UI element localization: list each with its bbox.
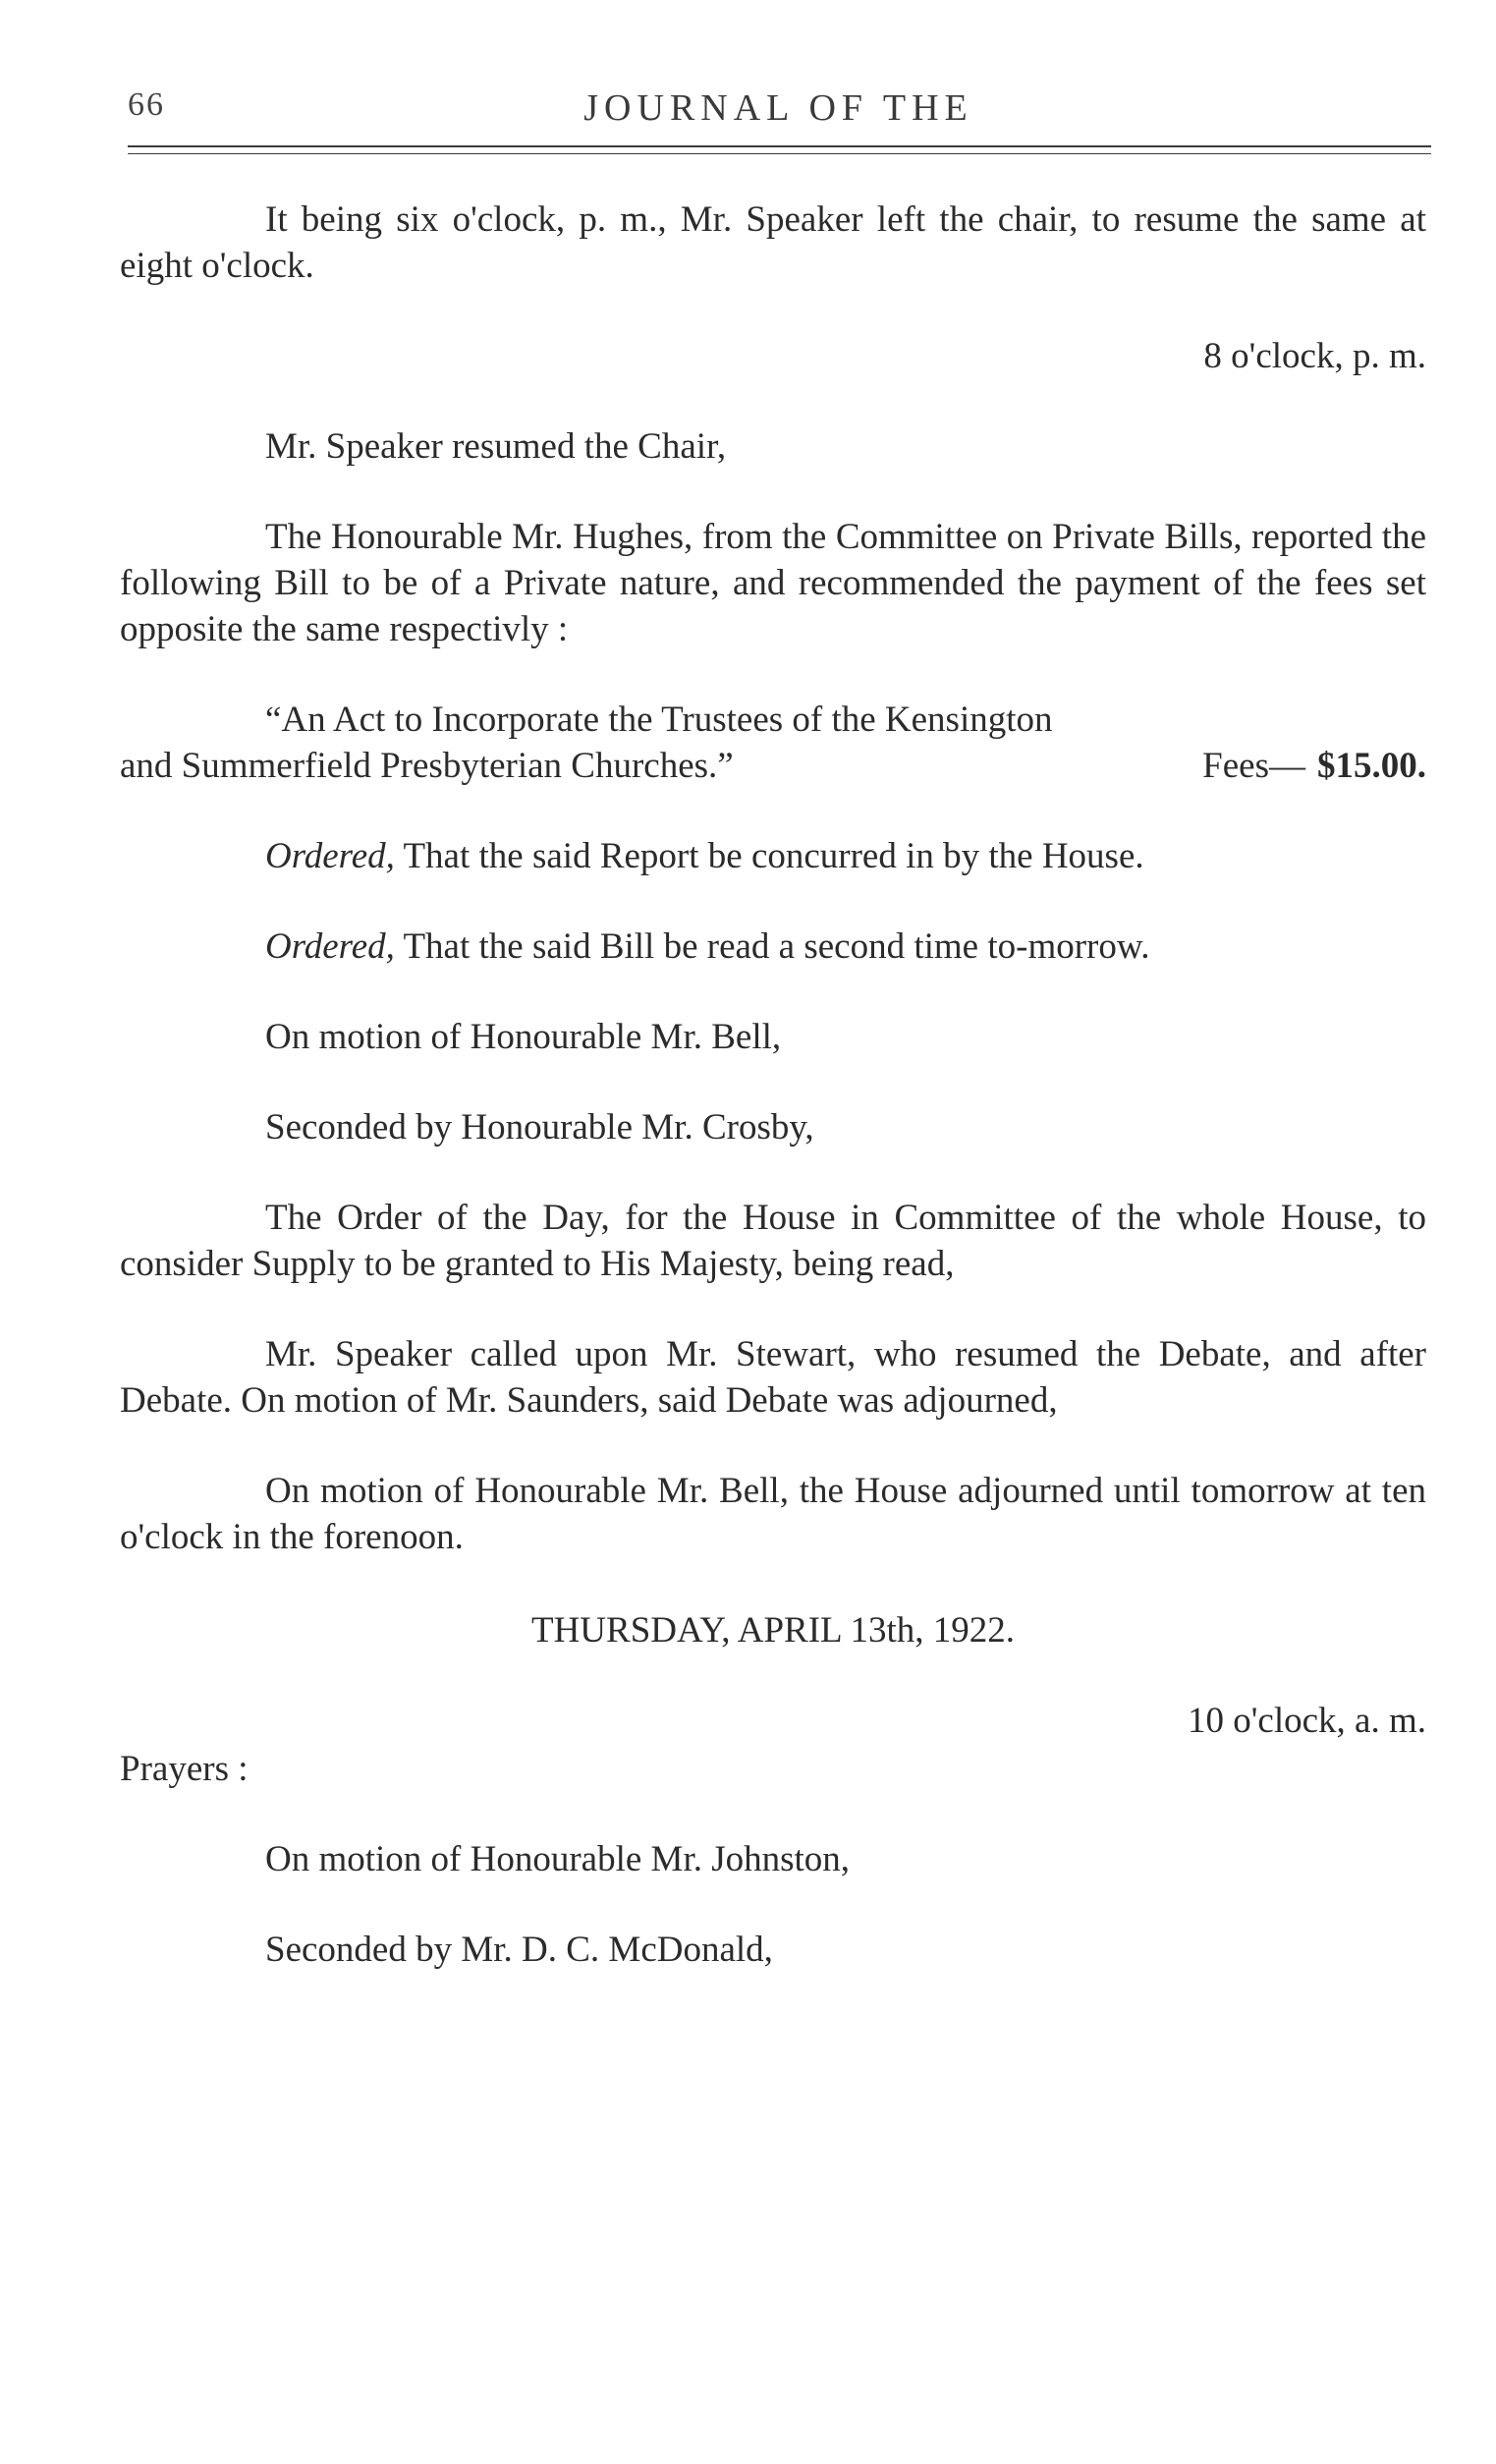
header-rule-thin [128, 153, 1431, 154]
house-adjourned-paragraph: On motion of Honourable Mr. Bell, the House adjourned until tomorrow at ten o'clock in the forenoon. [120, 1471, 1426, 1557]
ordered-bill-paragraph [120, 924, 1426, 970]
page-number: 66 [128, 86, 165, 123]
speaker-resumed-paragraph: Mr. Speaker resumed the Chair, [265, 426, 727, 467]
bill-entry [120, 697, 1426, 789]
fees-amount: $15.00. [1317, 746, 1426, 786]
seconded-paragraph: Seconded by Honourable Mr. Crosby, [265, 1107, 814, 1148]
ordered-report-paragraph [120, 833, 1426, 879]
time-morning: 10 o'clock, a. m. [1188, 1701, 1426, 1741]
debate-paragraph: Mr. Speaker called upon Mr. Stewart, who resumed the Debate, and after Debate. On motion of Mr. Saunders, said Debate was adjourned, [120, 1334, 1426, 1421]
bill-title-line: “An Act to Incorporate the Trustees of the Kensington [265, 700, 1053, 740]
ordered-label: Ordered, [265, 926, 395, 967]
fees-label: Fees— [1202, 746, 1305, 786]
fees [1191, 743, 1426, 789]
ordered-label: Ordered, [265, 836, 395, 876]
order-of-day-paragraph: The Order of the Day, for the House in Committee of the whole House, to consider Supply to be granted to His Majesty, being read, [120, 1198, 1426, 1284]
journal-body [120, 196, 1426, 1973]
seconded-paragraph-2: Seconded by Mr. D. C. McDonald, [265, 1930, 773, 1970]
bill-fees-line [120, 743, 1426, 789]
running-head: JOURNAL OF THE [583, 87, 973, 129]
ordered-text: That the said Report be concurred in by the House. [394, 836, 1144, 876]
date-heading: THURSDAY, APRIL 13th, 1922. [530, 1610, 1016, 1651]
committee-report-paragraph: The Honourable Mr. Hughes, from the Committee on Private Bills, reported the following Bill to be of a Private nature, and recommended the payment of the fees set opposite the same respectivly : [120, 517, 1426, 649]
ordered-text: That the said Bill be read a second time to-morrow. [394, 926, 1150, 967]
motion-paragraph: On motion of Honourable Mr. Bell, [265, 1017, 782, 1057]
page-header [128, 77, 1429, 136]
bill-title-continuation: and Summerfield Presbyterian Churches.” [120, 746, 734, 786]
prayers-line: Prayers : [120, 1749, 249, 1789]
adjournment-paragraph: It being six o'clock, p. m., Mr. Speaker left the chair, to resume the same at eight o'clock. [120, 199, 1426, 286]
time-evening: 8 o'clock, p. m. [1203, 336, 1426, 376]
motion-paragraph-2: On motion of Honourable Mr. Johnston, [265, 1839, 851, 1879]
header-rule [128, 145, 1431, 147]
